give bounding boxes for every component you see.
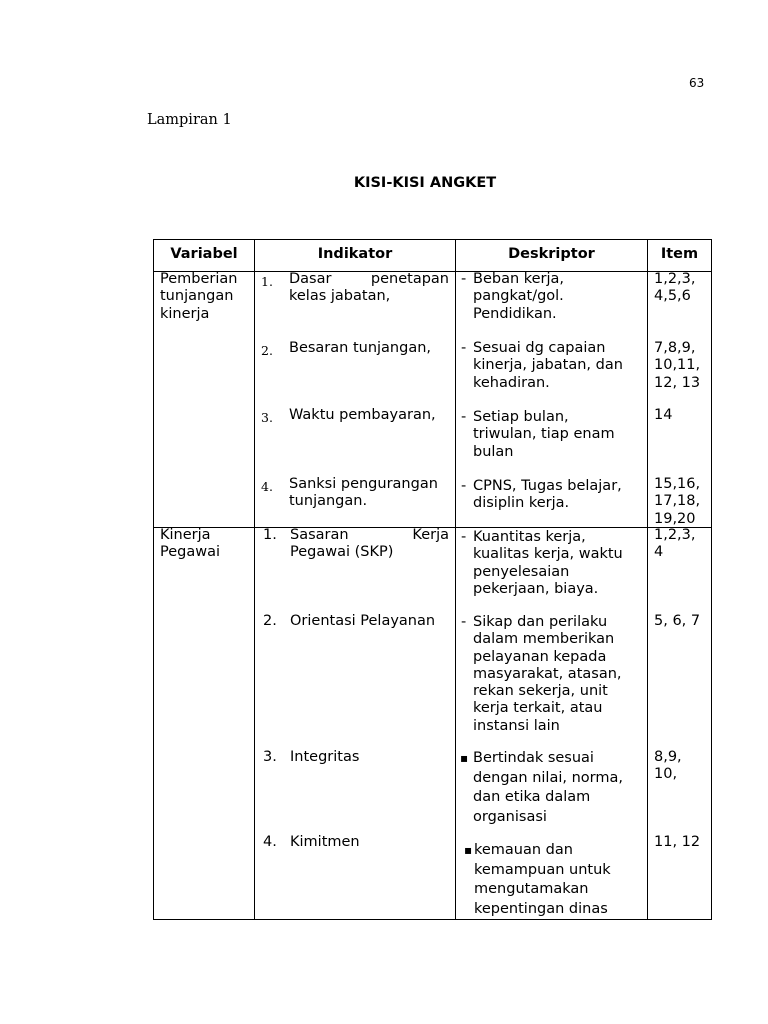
indicator-line: Pegawai (SKP) bbox=[290, 544, 394, 561]
indicator-cell bbox=[290, 613, 435, 630]
variable-line: kinerja bbox=[160, 305, 210, 322]
item-line: 1,2,3, bbox=[654, 527, 696, 543]
indicator-number: 4. bbox=[263, 834, 277, 850]
square-bullet-icon: ▪ bbox=[464, 843, 473, 857]
descriptor-line: masyarakat, atasan, bbox=[473, 665, 622, 682]
indicator-word: Kerja bbox=[412, 527, 449, 543]
indicator-line: Kimitmen bbox=[290, 834, 360, 850]
indicator-cell bbox=[290, 527, 449, 562]
indicator-line: Integritas bbox=[290, 749, 360, 765]
descriptor-line: Setiap bulan, bbox=[473, 409, 569, 425]
header-indikator: Indikator bbox=[317, 246, 393, 262]
item-line: 15,16, bbox=[654, 476, 701, 492]
item-line: 14 bbox=[654, 407, 673, 423]
indicator-line bbox=[289, 271, 449, 288]
document-title: KISI-KISI ANGKET bbox=[353, 175, 497, 191]
item-line: 10, bbox=[654, 766, 678, 783]
indicator-number: 1. bbox=[263, 527, 277, 543]
indicator-number: 2. bbox=[261, 343, 273, 358]
item-cell bbox=[654, 407, 672, 424]
descriptor-line: rekan sekerja, unit bbox=[473, 683, 608, 700]
indicator-number: 2. bbox=[263, 613, 277, 629]
descriptor-line: kerja terkait, atau bbox=[473, 700, 603, 717]
descriptor-line: pangkat/gol. bbox=[473, 288, 564, 305]
descriptor-line: Kuantitas kerja, bbox=[473, 529, 586, 545]
item-line: 12, 13 bbox=[654, 374, 701, 391]
item-cell bbox=[654, 340, 700, 392]
item-line: 4,5,6 bbox=[654, 288, 691, 305]
item-line: 17,18, bbox=[654, 493, 701, 510]
indicator-cell bbox=[290, 834, 360, 851]
descriptor-cell bbox=[473, 749, 623, 827]
descriptor-line: kemampuan untuk bbox=[474, 861, 611, 878]
descriptor-bullet: - bbox=[461, 409, 467, 425]
indicator-cell bbox=[290, 749, 359, 766]
descriptor-line: CPNS, Tugas belajar, bbox=[473, 478, 622, 494]
descriptor-line: Beban kerja, bbox=[473, 271, 565, 287]
item-cell bbox=[654, 476, 700, 528]
indicator-number: 3. bbox=[261, 410, 273, 425]
descriptor-bullet: - bbox=[461, 271, 467, 287]
indicator-cell bbox=[289, 407, 436, 424]
descriptor-cell bbox=[473, 340, 623, 392]
descriptor-line: Sesuai dg capaian bbox=[473, 340, 606, 356]
descriptor-line: dan etika dalam bbox=[473, 789, 591, 806]
descriptor-bullet: - bbox=[461, 529, 467, 545]
variable-cell bbox=[160, 271, 237, 323]
item-cell bbox=[654, 834, 700, 851]
indicator-cell bbox=[289, 271, 449, 306]
page-number: 63 bbox=[689, 76, 705, 90]
descriptor-line: Pendidikan. bbox=[473, 305, 557, 322]
descriptor-cell bbox=[474, 841, 611, 919]
indicator-number: 4. bbox=[261, 479, 273, 494]
descriptor-bullet: - bbox=[461, 340, 467, 356]
variable-line: tunjangan bbox=[160, 288, 234, 305]
indicator-line: Orientasi Pelayanan bbox=[290, 613, 436, 629]
item-line: 19,20 bbox=[654, 510, 696, 527]
indicator-cell bbox=[289, 340, 431, 357]
square-bullet-icon: ▪ bbox=[460, 751, 469, 765]
descriptor-line: Sikap dan perilaku bbox=[473, 614, 608, 630]
descriptor-line: instansi lain bbox=[473, 717, 560, 734]
indicator-line bbox=[290, 527, 449, 544]
descriptor-cell bbox=[473, 529, 623, 598]
descriptor-line: bulan bbox=[473, 443, 514, 460]
descriptor-line: penyelesaian bbox=[473, 563, 570, 580]
indicator-word: Sasaran bbox=[290, 527, 349, 543]
item-line: 10,11, bbox=[654, 357, 701, 374]
item-line: 11, 12 bbox=[654, 834, 701, 850]
descriptor-line: organisasi bbox=[473, 808, 547, 825]
descriptor-line: Bertindak sesuai bbox=[473, 750, 594, 766]
indicator-number: 3. bbox=[263, 749, 277, 765]
questionnaire-grid-table bbox=[153, 239, 712, 920]
descriptor-line: kemauan dan bbox=[474, 842, 573, 858]
item-cell bbox=[654, 613, 700, 630]
indicator-cell bbox=[289, 476, 438, 511]
descriptor-cell bbox=[473, 409, 615, 461]
descriptor-line: disiplin kerja. bbox=[473, 495, 570, 512]
column-divider bbox=[455, 240, 456, 919]
descriptor-line: kualitas kerja, waktu bbox=[473, 546, 623, 563]
indicator-line: Waktu pembayaran, bbox=[289, 407, 436, 423]
item-cell bbox=[654, 527, 696, 562]
item-line: 1,2,3, bbox=[654, 271, 696, 287]
attachment-label: Lampiran 1 bbox=[147, 112, 232, 128]
item-line: 7,8,9, bbox=[654, 340, 696, 356]
descriptor-line: triwulan, tiap enam bbox=[473, 426, 615, 443]
item-line: 4 bbox=[654, 544, 664, 561]
descriptor-line: kepentingan dinas bbox=[474, 900, 608, 917]
descriptor-cell bbox=[473, 614, 622, 735]
column-divider bbox=[647, 240, 648, 919]
header-variabel: Variabel bbox=[170, 246, 238, 262]
item-line: 5, 6, 7 bbox=[654, 613, 701, 629]
variable-cell bbox=[160, 527, 220, 562]
column-divider bbox=[254, 240, 255, 919]
item-cell bbox=[654, 271, 696, 306]
descriptor-bullet: - bbox=[461, 478, 467, 494]
variable-line: Pegawai bbox=[160, 544, 221, 561]
descriptor-line: mengutamakan bbox=[474, 881, 589, 898]
descriptor-bullet: - bbox=[461, 614, 467, 630]
indicator-line: tunjangan. bbox=[289, 493, 368, 510]
descriptor-cell bbox=[473, 271, 564, 323]
indicator-word: Dasar bbox=[289, 271, 332, 287]
indicator-line: Besaran tunjangan, bbox=[289, 340, 432, 356]
descriptor-line: pelayanan kepada bbox=[473, 648, 607, 665]
indicator-number: 1. bbox=[261, 274, 273, 289]
header-item: Item bbox=[660, 246, 699, 262]
header-deskriptor: Deskriptor bbox=[508, 246, 595, 262]
descriptor-line: kinerja, jabatan, dan bbox=[473, 357, 623, 374]
indicator-line: kelas jabatan, bbox=[289, 288, 391, 305]
descriptor-line: dengan nilai, norma, bbox=[473, 769, 623, 786]
indicator-line: Sanksi pengurangan bbox=[289, 476, 438, 492]
descriptor-line: kehadiran. bbox=[473, 374, 550, 391]
variable-line: Pemberian bbox=[160, 271, 238, 287]
descriptor-line: dalam memberikan bbox=[473, 631, 615, 648]
descriptor-line: pekerjaan, biaya. bbox=[473, 580, 599, 597]
item-line: 8,9, bbox=[654, 749, 682, 765]
variable-line: Kinerja bbox=[160, 527, 211, 543]
indicator-word: penetapan bbox=[370, 271, 449, 287]
item-cell bbox=[654, 749, 682, 784]
descriptor-cell bbox=[473, 478, 622, 513]
